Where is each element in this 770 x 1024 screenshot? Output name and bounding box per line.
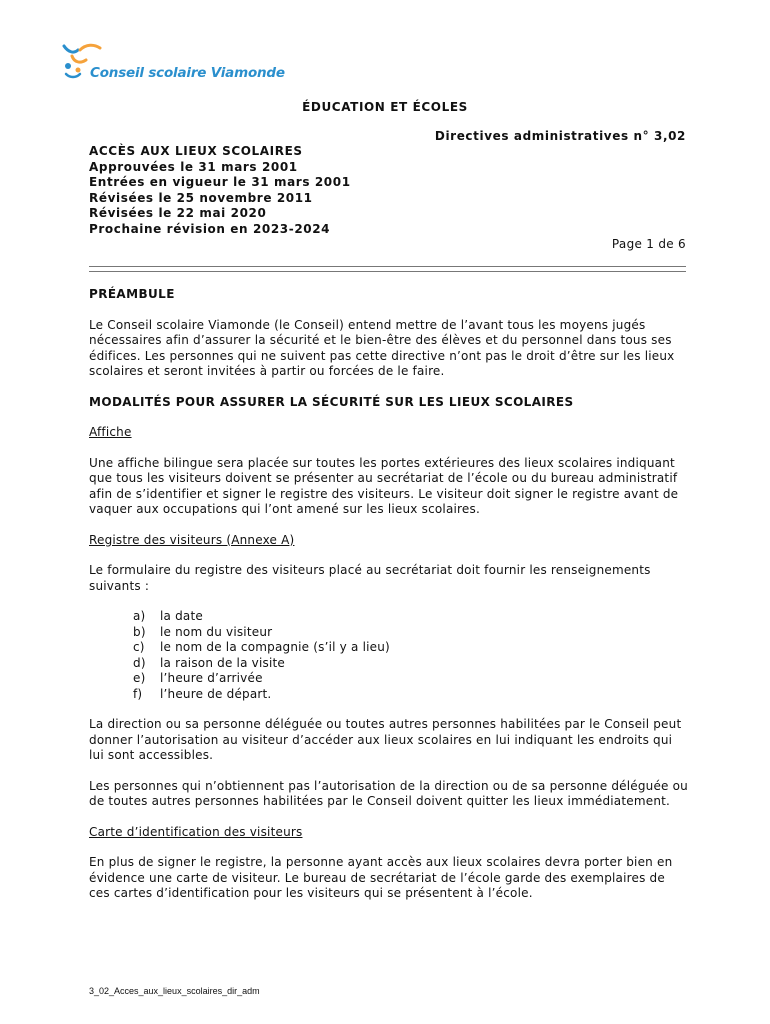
page-number: Page 1 de 6 — [611, 237, 686, 251]
date-revised-2: Révisées le 22 mai 2020 — [89, 206, 267, 220]
list-item: c) le nom de la compagnie (s’il y a lieu) — [133, 640, 390, 654]
date-revised-1: Révisées le 25 novembre 2011 — [89, 190, 313, 205]
list-item: b) le nom du visiteur — [133, 624, 273, 639]
list-item: d) la raison de la visite — [133, 655, 285, 670]
direction-paragraph: La direction ou sa personne déléguée ou toutes autres personnes habilitées par le Conseil peut donner l’autorisation au visiteur d’accéder aux lieux scolaires en lui indiquant les endroits qui lui sont accessibles. — [89, 717, 682, 762]
logo — [60, 40, 285, 86]
modalites-heading: MODALITÉS POUR ASSURER LA SÉCURITÉ SUR LES LIEUX SCOLAIRES — [89, 394, 574, 409]
section-heading: ÉDUCATION ET ÉCOLES — [302, 100, 468, 114]
document-body — [89, 287, 689, 902]
footer-filename: 3_02_Acces_aux_lieux_scolaires_dir_adm — [89, 986, 260, 996]
logo-text: Conseil scolaire Viamonde — [90, 65, 285, 81]
refus-paragraph: Les personnes qui n’obtiennent pas l’autorisation de la direction ou de sa personne déléguée ou de toutes autres personnes habilitées par le Conseil doivent quitter les lieux immédiatement. — [89, 778, 688, 808]
preamble-paragraph: Le Conseil scolaire Viamonde (le Conseil) entend mettre de l’avant tous les moyens jugés nécessaires afin d’assurer la sécurité et le bien-être des élèves et du personnel dans tous ses édifices. Les personnes qui ne suivent pas cette directive n’ont pas le droit d’être sur les lieux scolaires et seront invitées à partir ou forcées de le faire. — [89, 317, 675, 378]
registre-paragraph: Le formulaire du registre des visiteurs placé au secrétariat doit fournir les renseignements suivants : — [89, 563, 651, 593]
date-next-revision: Prochaine révision en 2023-2024 — [89, 221, 331, 236]
carte-subheading: Carte d’identification des visiteurs — [89, 824, 303, 839]
registre-list — [89, 609, 689, 702]
list-item: e) l’heure d’arrivée — [133, 671, 263, 685]
directive-number: Directives administratives n° 3,02 — [434, 129, 686, 143]
header-divider — [89, 266, 686, 272]
list-item: f) l’heure de départ. — [133, 686, 272, 701]
registre-subheading: Registre des visiteurs (Annexe A) — [89, 532, 295, 547]
carte-paragraph: En plus de signer le registre, la personne ayant accès aux lieux scolaires devra porter bien en évidence une carte de visiteur. Le bureau de secrétariat de l’école garde des exemplaires de ces cartes d’identification pour les visiteurs qui se présentent à l’école. — [89, 855, 673, 900]
document-title: ACCÈS AUX LIEUX SCOLAIRES — [89, 144, 303, 158]
document-meta — [89, 144, 351, 237]
affiche-subheading: Affiche — [89, 425, 132, 439]
date-effective: Entrées en vigueur le 31 mars 2001 — [89, 175, 351, 189]
affiche-paragraph: Une affiche bilingue sera placée sur toutes les portes extérieures des lieux scolaires indiquant que tous les visiteurs doivent se présenter au secrétariat de l’école ou du bureau administratif afin de s’identifier et signer le registre des visiteurs. Le visiteur doit signer le registre avant de vaquer aux occupations qui l’ont amené sur les lieux scolaires. — [89, 455, 679, 516]
date-approved: Approuvées le 31 mars 2001 — [89, 159, 298, 174]
list-item: a) la date — [133, 609, 203, 623]
preamble-heading: PRÉAMBULE — [89, 287, 175, 301]
